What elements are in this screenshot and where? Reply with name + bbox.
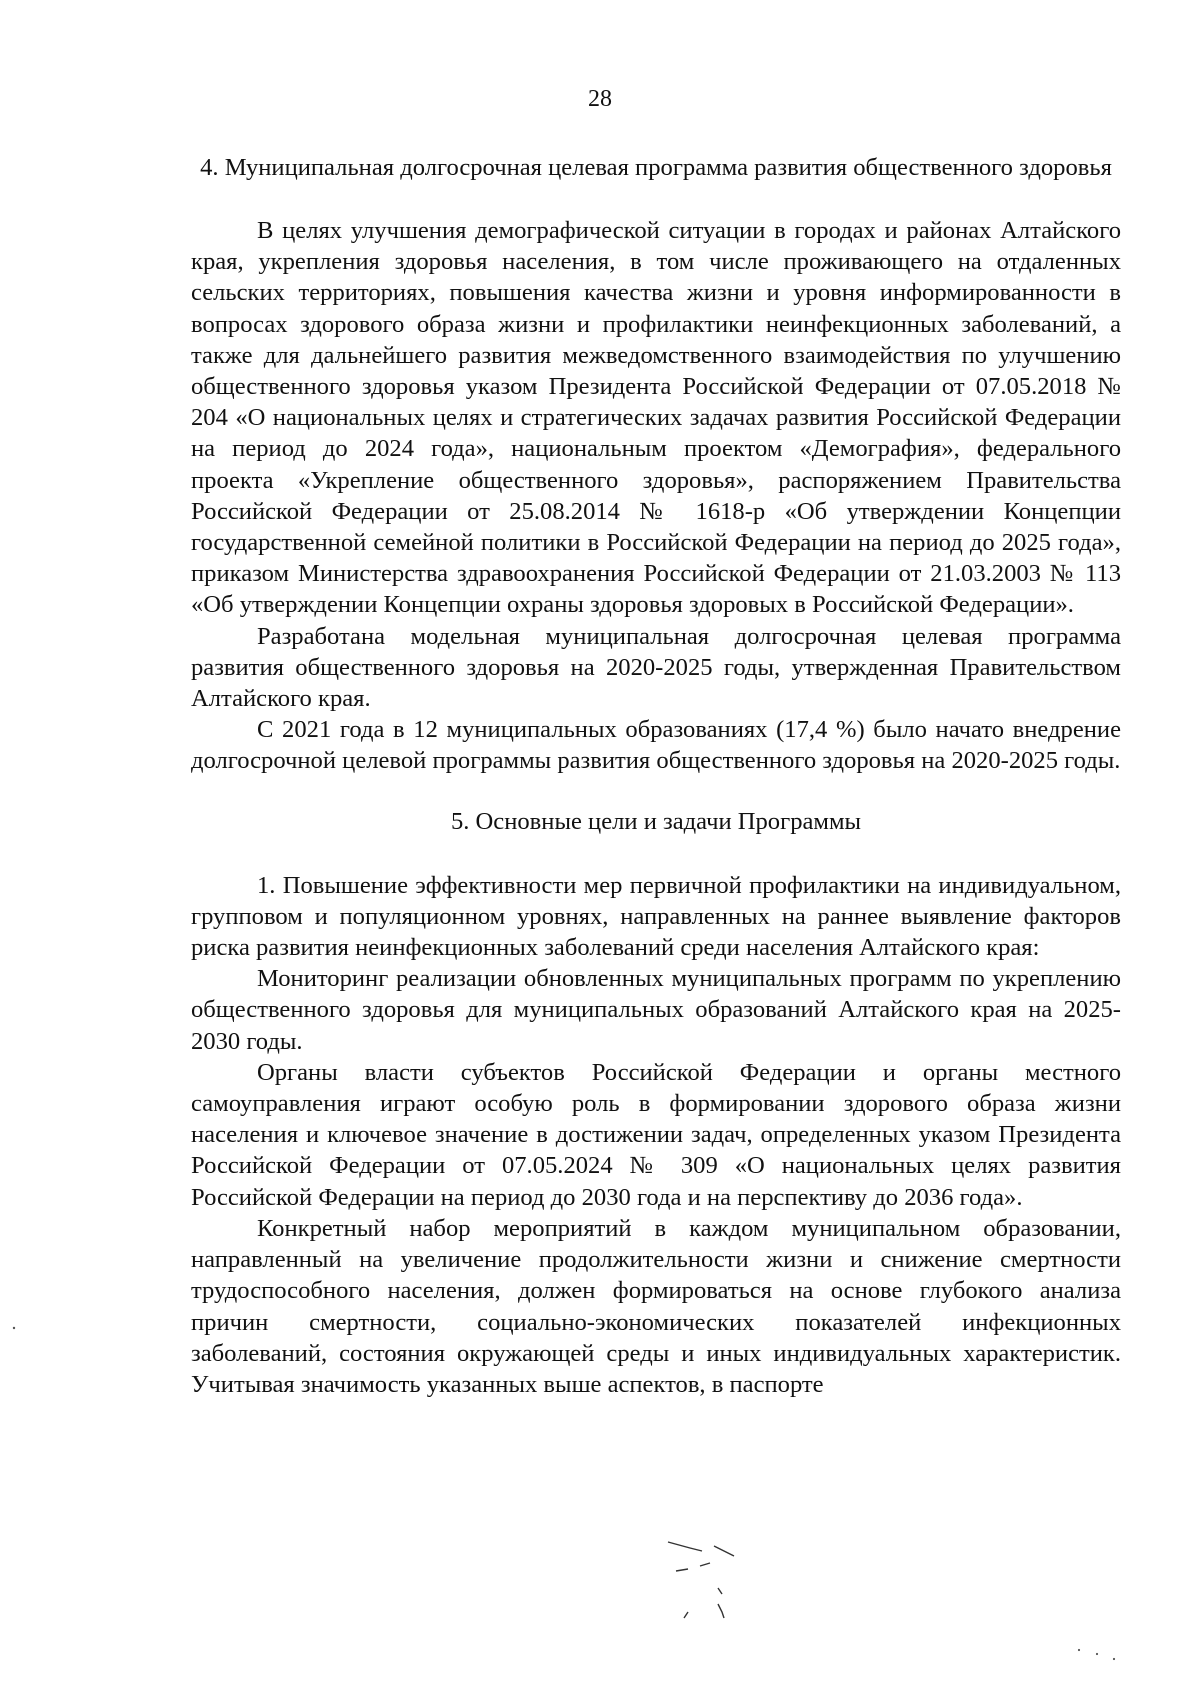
pen-mark-scribble bbox=[668, 1542, 734, 1618]
section-5-paragraph: Органы власти субъектов Российской Федерации и органы местного самоуправления играют особую роль в формировании здорового образа жизни населения и ключевое значение в достижении задач, определенных указом Президента Российской Федерации от 07.05.2024 № 309 «О национальных целях развития Российской Федерации на период до 2030 года и на перспективу до 2036 года». bbox=[191, 1058, 1121, 1211]
section-5-paragraph: Конкретный набор мероприятий в каждом муниципальном образовании, направленный на увеличение продолжительности жизни и снижение смертности трудоспособного населения, должен формироваться на основе глубокого анализа причин смертности, социально-экономических показателей инфекционных заболеваний, состояния окружающей среды и иных индивидуальных характеристик. Учитывая значимость указанных выше аспектов, в паспорте bbox=[191, 1214, 1121, 1398]
page-number: 28 bbox=[588, 86, 612, 112]
section-4-title: 4. Муниципальная долгосрочная целевая программа развития общественного здоровья bbox=[200, 154, 1112, 181]
section-4-paragraph: С 2021 года в 12 муниципальных образованиях (17,4 %) было начато внедрение долгосрочной целевой программы развития общественного здоровья на 2020-2025 годы. bbox=[191, 716, 1121, 775]
section-5-paragraph: Мониторинг реализации обновленных муниципальных программ по укреплению общественного здоровья для муниципальных образований Алтайского края на 2025-2030 годы. bbox=[191, 965, 1121, 1055]
section-5-title: 5. Основные цели и задачи Программы bbox=[450, 807, 862, 835]
section-5-paragraph: 1. Повышение эффективности мер первичной профилактики на индивидуальном, групповом и популяционном уровнях, направленных на раннее выявление факторов риска развития неинфекционных заболеваний среди населения Алтайского края: bbox=[191, 871, 1121, 962]
section-4-paragraph: Разработана модельная муниципальная долгосрочная целевая программа развития общественного здоровья на 2020-2025 годы, утвержденная Правительством Алтайского края. bbox=[191, 622, 1121, 713]
document-body bbox=[191, 154, 1121, 1400]
section-4-paragraph: В целях улучшения демографической ситуации в городах и районах Алтайского края, укрепления здоровья населения, в том числе проживающего на отдаленных сельских территориях, повышения качества жизни и уровня информированности в вопросах здорового образа жизни и профилактики неинфекционных заболеваний, а также для дальнейшего развития межведомственного взаимодействия по улучшению общественного здоровья указом Президента Российской Федерации от 07.05.2018 № 204 «О национальных целях и стратегических задачах развития Российской Федерации на период до 2024 года», национальным проектом «Демография», федерального проекта «Укрепление общественного здоровья», распоряжением Правительства Российской Федерации от 25.08.2014 № 1618-р «Об утверждении Концепции государственной семейной политики в Российской Федерации на период до 2025 года», приказом Министерства здравоохранения Российской Федерации от 21.03.2003 № 113 «Об утверждении Концепции охраны здоровья здоровых в Российской Федерации». bbox=[191, 217, 1121, 619]
